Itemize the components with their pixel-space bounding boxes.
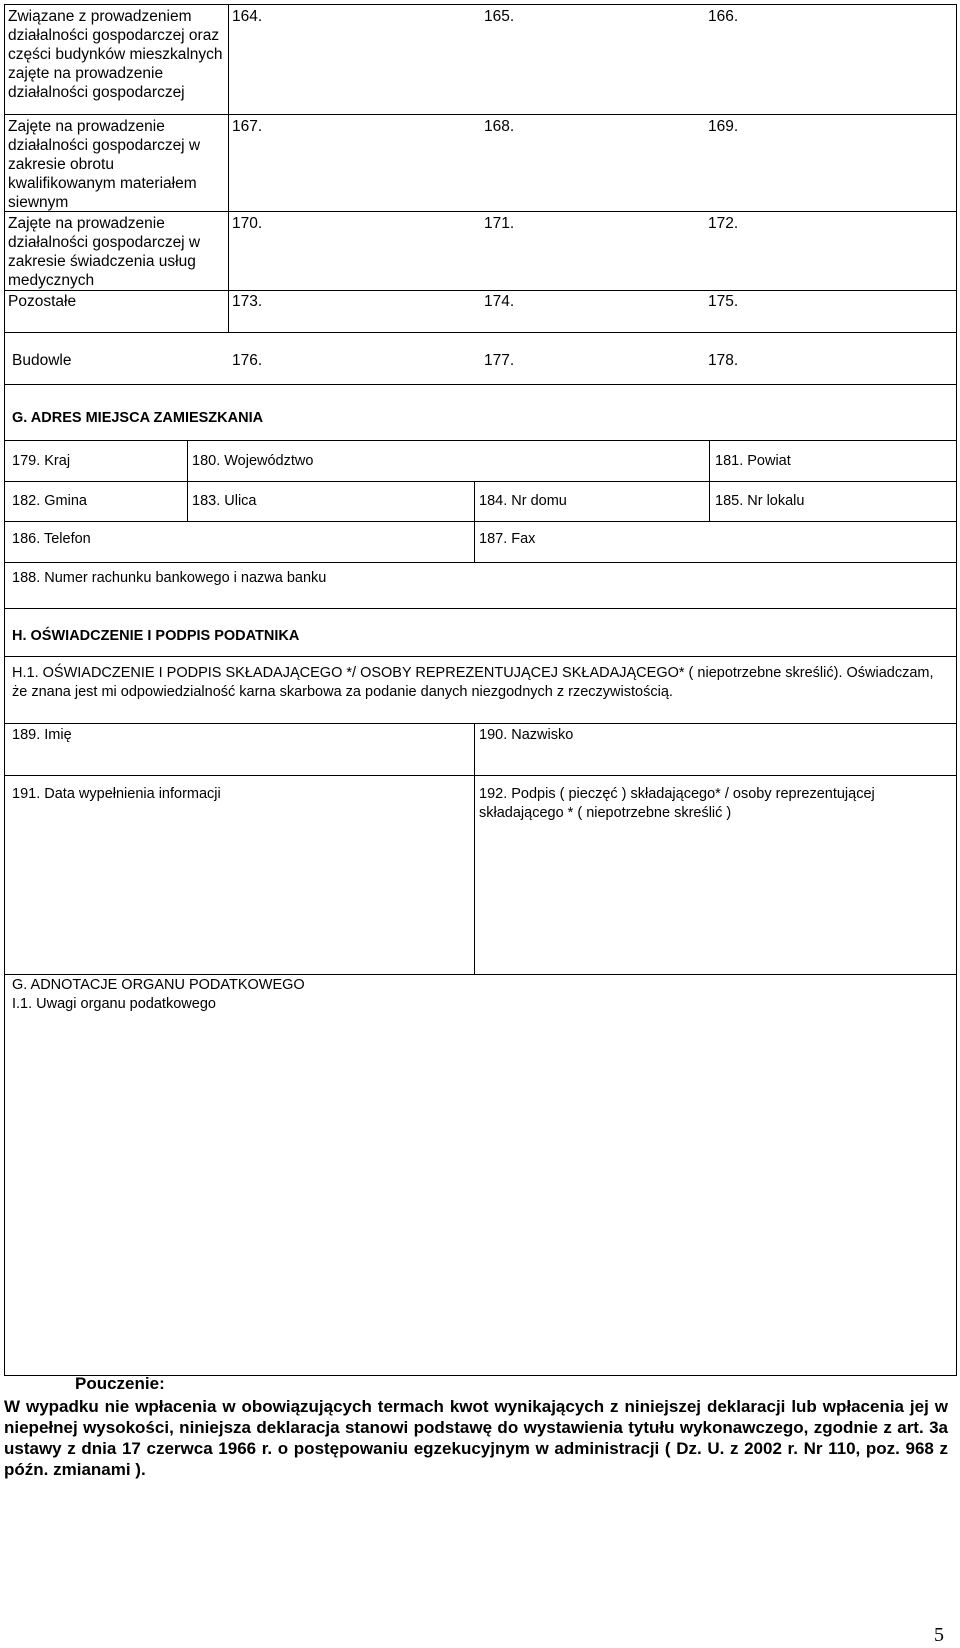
page-number: 5 — [934, 1624, 944, 1646]
usage-table-divider — [228, 4, 229, 332]
notice-text: W wypadku nie wpłacenia w obowiązujących termach kwot wynikających z niniejszej deklaracji lub wpłacenia jej w niepełnej wysokości, niniejsza deklaracja stanowi podstawę do wystawienia tytułu wykonawczego, zgodnie z art. 3a ustawy z dnia 17 czerwca 1966 r. o postępowaniu egzekucyjnym w administracji ( Dz. U. z 2002 r. Nr 110, poz. 968 z późn. zmianami ). — [4, 1397, 948, 1479]
field-166[interactable]: 166. — [708, 8, 739, 25]
field-182-gmina[interactable]: 182. Gmina — [12, 493, 87, 509]
section-h1-statement: H.1. OŚWIADCZENIE I PODPIS SKŁADAJĄCEGO */ OSOBY REPREZENTUJĄCEJ SKŁADAJĄCEGO* ( niepotrzebne skreślić). Oświadczam, że znana jest mi odpowiedzialność karna skarbowa za podanie danych niezgodnych z rzeczywistością. — [12, 665, 934, 700]
section-divider — [4, 440, 957, 441]
section-divider — [4, 656, 957, 657]
field-176[interactable]: 176. — [232, 352, 263, 369]
field-192-podpis[interactable]: 192. Podpis ( pieczęć ) składającego* / osoby reprezentującej składającego * ( niepotrzebne skreślić ) — [479, 786, 875, 821]
usage-row-divider — [4, 332, 957, 333]
row-divider — [4, 521, 957, 522]
frame-left-border — [4, 4, 5, 1376]
field-185-nr-lokalu[interactable]: 185. Nr lokalu — [715, 493, 805, 509]
usage-row-label: Zajęte na prowadzenie działalności gospodarczej w zakresie obrotu kwalifikowanym materiałem siewnym — [8, 118, 201, 211]
budowle-divider — [4, 384, 957, 385]
row-divider — [4, 723, 957, 724]
field-184-nr-domu[interactable]: 184. Nr domu — [479, 493, 567, 509]
field-175[interactable]: 175. — [708, 293, 739, 310]
frame-right-border — [956, 4, 957, 1376]
field-171[interactable]: 171. — [484, 215, 515, 232]
section-h-title: H. OŚWIADCZENIE I PODPIS PODATNIKA — [12, 628, 300, 644]
field-173[interactable]: 173. — [232, 293, 263, 310]
field-168[interactable]: 168. — [484, 118, 515, 135]
section-g-title: G. ADRES MIEJSCA ZAMIESZKANIA — [12, 410, 264, 426]
field-179-kraj[interactable]: 179. Kraj — [12, 453, 71, 469]
budowle-label: Budowle — [12, 352, 72, 369]
cell-divider — [474, 723, 475, 975]
field-174[interactable]: 174. — [484, 293, 515, 310]
field-uwagi-organu[interactable]: I.1. Uwagi organu podatkowego — [12, 996, 216, 1012]
row-divider — [4, 775, 957, 776]
field-183-ulica[interactable]: 183. Ulica — [192, 493, 257, 509]
section-adnotacje-title: G. ADNOTACJE ORGANU PODATKOWEGO — [12, 977, 305, 993]
field-191-data[interactable]: 191. Data wypełnienia informacji — [12, 786, 221, 802]
field-186-telefon[interactable]: 186. Telefon — [12, 531, 91, 547]
field-177[interactable]: 177. — [484, 352, 515, 369]
field-170[interactable]: 170. — [232, 215, 263, 232]
field-172[interactable]: 172. — [708, 215, 739, 232]
field-188-rachunek[interactable]: 188. Numer rachunku bankowego i nazwa banku — [12, 570, 327, 586]
section-divider — [4, 974, 957, 975]
usage-row-divider — [4, 114, 957, 115]
field-165[interactable]: 165. — [484, 8, 515, 25]
usage-row-divider — [4, 290, 957, 291]
usage-row-label: Związane z prowadzeniem działalności gospodarczej oraz części budynków mieszkalnych zajęte na prowadzenie działalności gospodarczej — [8, 8, 223, 101]
usage-row-label: Pozostałe — [8, 293, 77, 310]
field-187-fax[interactable]: 187. Fax — [479, 531, 536, 547]
field-180-wojewodztwo[interactable]: 180. Województwo — [192, 453, 314, 469]
notice-title: Pouczenie: — [75, 1374, 165, 1393]
usage-row-label: Zajęte na prowadzenie działalności gospodarczej w zakresie świadczenia usług medycznych — [8, 215, 201, 289]
field-181-powiat[interactable]: 181. Powiat — [715, 453, 791, 469]
field-178[interactable]: 178. — [708, 352, 739, 369]
frame-top-border — [4, 4, 957, 5]
field-169[interactable]: 169. — [708, 118, 739, 135]
field-189-imie[interactable]: 189. Imię — [12, 727, 72, 743]
row-divider — [4, 562, 957, 563]
row-divider — [4, 481, 957, 482]
field-164[interactable]: 164. — [232, 8, 263, 25]
field-190-nazwisko[interactable]: 190. Nazwisko — [479, 727, 574, 743]
cell-divider — [474, 481, 475, 563]
field-167[interactable]: 167. — [232, 118, 263, 135]
section-divider — [4, 608, 957, 609]
